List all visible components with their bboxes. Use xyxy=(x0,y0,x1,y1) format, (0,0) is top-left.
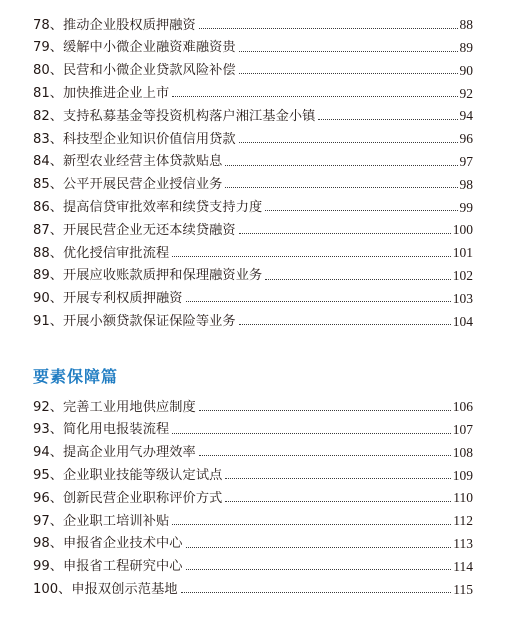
toc-entry-title: 企业职工培训补贴 xyxy=(62,513,170,529)
dot-leader xyxy=(239,142,458,143)
dot-leader xyxy=(239,324,451,325)
toc-entry-number: 100、 xyxy=(33,581,72,597)
toc-entry[interactable] xyxy=(33,482,473,505)
toc-entry-page-number: 107 xyxy=(452,422,473,438)
toc-entry-title: 优化授信审批流程 xyxy=(62,245,170,261)
toc-entry[interactable] xyxy=(33,573,473,596)
toc-entry-page-number: 112 xyxy=(453,513,473,529)
dot-leader xyxy=(186,301,451,302)
toc-entry-page-number: 89 xyxy=(459,40,473,56)
dot-leader xyxy=(225,501,451,502)
toc-entry-number: 88、 xyxy=(33,245,63,261)
toc-entry-title: 提高企业用气办理效率 xyxy=(62,445,196,461)
toc-entry-title: 加快推进企业上市 xyxy=(62,85,170,101)
toc-entry-page-number: 96 xyxy=(459,131,473,147)
toc-entry[interactable] xyxy=(33,77,473,100)
toc-entry-number: 95、 xyxy=(33,467,63,483)
toc-entry-number: 94、 xyxy=(33,445,63,461)
toc-entry[interactable] xyxy=(33,9,473,32)
dot-leader xyxy=(199,410,451,411)
toc-entry-number: 86、 xyxy=(33,199,63,215)
toc-entry-number: 89、 xyxy=(33,268,63,284)
toc-entry[interactable] xyxy=(33,100,473,123)
dot-leader xyxy=(225,165,457,166)
toc-entry[interactable] xyxy=(33,169,473,192)
toc-entry-title: 民营和小微企业贷款风险补偿 xyxy=(62,63,236,79)
toc-entry[interactable] xyxy=(33,305,473,328)
toc-entry[interactable] xyxy=(33,214,473,237)
toc-entry-page-number: 101 xyxy=(452,245,473,261)
toc-entry-page-number: 113 xyxy=(453,536,473,552)
toc-entry[interactable] xyxy=(33,32,473,55)
section-heading: 要素保障篇 xyxy=(33,367,119,386)
dot-leader xyxy=(318,119,457,120)
toc-entry-page-number: 102 xyxy=(452,268,473,284)
toc-entry-number: 87、 xyxy=(33,222,63,238)
toc-list-financing xyxy=(33,9,473,328)
toc-entry-page-number: 98 xyxy=(459,176,473,192)
toc-entry[interactable] xyxy=(33,414,473,437)
toc-entry-page-number: 88 xyxy=(459,17,473,33)
dot-leader xyxy=(239,73,458,74)
toc-entry-title: 科技型企业知识价值信用贷款 xyxy=(62,131,236,147)
toc-entry[interactable] xyxy=(33,237,473,260)
toc-entry-title: 公平开展民营企业授信业务 xyxy=(62,177,223,193)
toc-entry-number: 90、 xyxy=(33,291,63,307)
toc-entry-title: 开展小额贷款保证保险等业务 xyxy=(62,313,236,329)
toc-entry-title: 推动企业股权质押融资 xyxy=(62,17,196,33)
toc-entry-title: 支持私募基金等投资机构落户湘江基金小镇 xyxy=(62,108,316,124)
dot-leader xyxy=(239,233,451,234)
toc-entry-title: 新型农业经营主体贷款贴息 xyxy=(62,154,223,170)
toc-entry-number: 98、 xyxy=(33,536,63,552)
toc-entry[interactable] xyxy=(33,505,473,528)
toc-entry-number: 79、 xyxy=(33,40,63,56)
toc-entry-page-number: 115 xyxy=(453,581,473,597)
toc-entry-title: 申报双创示范基地 xyxy=(71,581,178,597)
toc-entry-title: 申报省工程研究中心 xyxy=(62,559,183,575)
toc-entry[interactable] xyxy=(33,528,473,551)
dot-leader xyxy=(172,433,450,434)
toc-entry-page-number: 106 xyxy=(452,399,473,415)
toc-entry-page-number: 114 xyxy=(453,558,473,574)
toc-entry-number: 97、 xyxy=(33,513,63,529)
dot-leader xyxy=(225,187,457,188)
toc-entry-page-number: 103 xyxy=(452,290,473,306)
toc-entry-page-number: 99 xyxy=(459,199,473,215)
toc-entry-title: 开展专利权质押融资 xyxy=(62,291,183,307)
toc-list-factor-guarantee xyxy=(33,391,473,596)
toc-entry-title: 申报省企业技术中心 xyxy=(62,536,183,552)
dot-leader xyxy=(186,547,452,548)
toc-entry[interactable] xyxy=(33,55,473,78)
toc-entry[interactable] xyxy=(33,146,473,169)
toc-entry-number: 81、 xyxy=(33,85,63,101)
toc-entry-page-number: 108 xyxy=(452,444,473,460)
toc-entry-title: 开展民营企业无还本续贷融资 xyxy=(62,222,236,238)
toc-entry-page-number: 100 xyxy=(452,222,473,238)
toc-entry-page-number: 97 xyxy=(459,154,473,170)
toc-entry-number: 99、 xyxy=(33,559,63,575)
dot-leader xyxy=(239,51,458,52)
toc-entry-page-number: 109 xyxy=(452,467,473,483)
toc-entry-number: 83、 xyxy=(33,131,63,147)
toc-entry-number: 82、 xyxy=(33,108,63,124)
dot-leader xyxy=(199,455,451,456)
toc-entry-number: 78、 xyxy=(33,17,63,33)
dot-leader xyxy=(172,256,450,257)
toc-entry-page-number: 104 xyxy=(452,313,473,329)
toc-entry-title: 创新民营企业职称评价方式 xyxy=(62,490,223,506)
toc-entry-title: 开展应收账款质押和保理融资业务 xyxy=(62,268,263,284)
toc-entry-number: 93、 xyxy=(33,422,63,438)
dot-leader xyxy=(181,592,452,593)
toc-entry-title: 提高信贷审批效率和续贷支持力度 xyxy=(62,199,263,215)
toc-entry-number: 80、 xyxy=(33,63,63,79)
toc-entry-number: 84、 xyxy=(33,154,63,170)
dot-leader xyxy=(199,28,458,29)
toc-entry-number: 96、 xyxy=(33,490,63,506)
toc-entry[interactable] xyxy=(33,260,473,283)
dot-leader xyxy=(265,279,450,280)
toc-entry-page-number: 110 xyxy=(453,490,473,506)
toc-entry-number: 92、 xyxy=(33,399,63,415)
toc-entry-title: 缓解中小微企业融资难融资贵 xyxy=(62,40,236,56)
toc-entry[interactable] xyxy=(33,123,473,146)
toc-entry-title: 完善工业用地供应制度 xyxy=(62,399,196,415)
toc-entry-number: 91、 xyxy=(33,313,63,329)
toc-entry[interactable] xyxy=(33,191,473,214)
toc-entry-title: 企业职业技能等级认定试点 xyxy=(62,467,223,483)
toc-entry[interactable] xyxy=(33,437,473,460)
dot-leader xyxy=(172,524,451,525)
toc-entry-page-number: 90 xyxy=(459,62,473,78)
toc-entry-title: 简化用电报装流程 xyxy=(62,422,170,438)
toc-entry[interactable] xyxy=(33,283,473,306)
toc-entry[interactable] xyxy=(33,551,473,574)
dot-leader xyxy=(265,210,457,211)
toc-entry[interactable] xyxy=(33,391,473,414)
dot-leader xyxy=(186,569,452,570)
dot-leader xyxy=(172,96,457,97)
toc-entry-page-number: 94 xyxy=(459,108,473,124)
toc-entry[interactable] xyxy=(33,459,473,482)
dot-leader xyxy=(225,478,450,479)
toc-entry-page-number: 92 xyxy=(459,85,473,101)
toc-entry-number: 85、 xyxy=(33,177,63,193)
